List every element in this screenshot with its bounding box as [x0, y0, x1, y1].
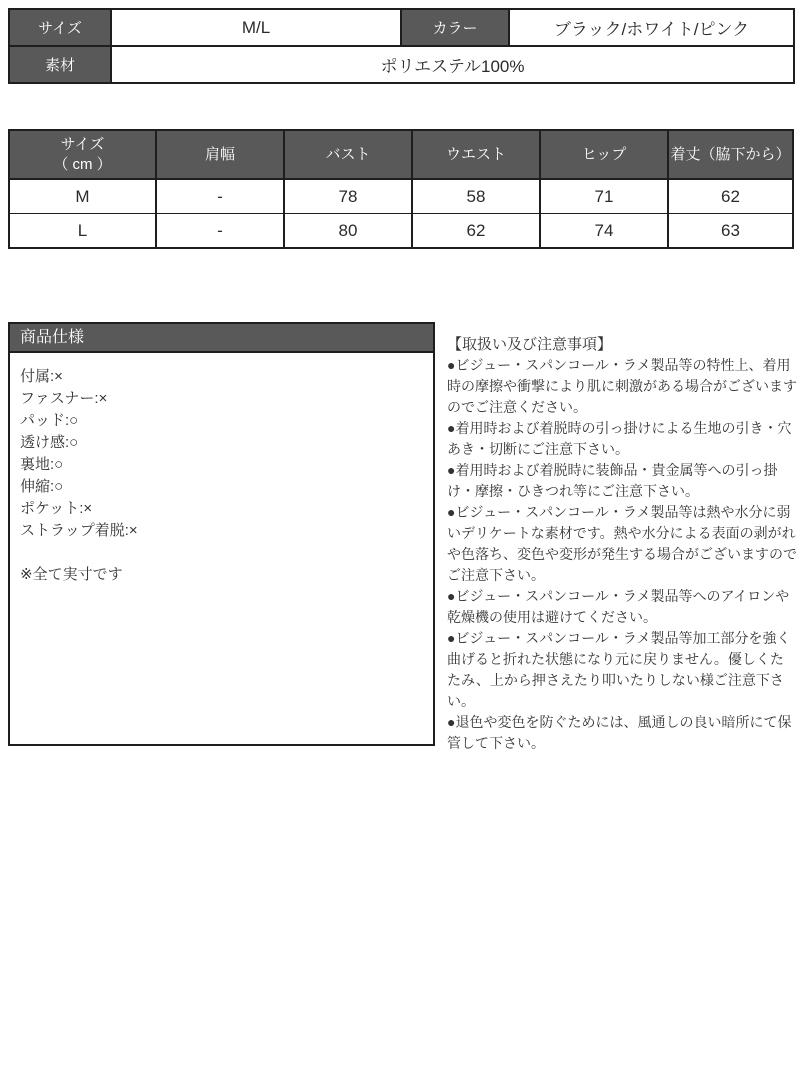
cell-waist: 58 [412, 179, 540, 214]
header-waist: ウエスト [412, 130, 540, 179]
size-value-cell: M/L [111, 9, 401, 46]
summary-table [8, 8, 795, 84]
list-item: ストラップ着脱:× [20, 522, 138, 539]
measurement-table [8, 129, 794, 249]
table-row [9, 179, 793, 214]
notice-item: ●ビジュー・スパンコール・ラメ製品等は熱や水分に弱いデリケートな素材です。熱や水分による表面の剥がれや色落ち、変色や変形が発生する場合がございますのでご注意下さい。 [447, 504, 797, 583]
cell-length: 63 [668, 214, 793, 249]
cell-length: 62 [668, 179, 793, 214]
list-item: 透け感:○ [20, 434, 79, 451]
cell-hip: 71 [540, 179, 668, 214]
spec-note: ※全て実寸です [20, 566, 123, 583]
cell-bust: 80 [284, 214, 412, 249]
header-shoulder: 肩幅 [156, 130, 284, 179]
notice-item: ●退色や変色を防ぐためには、風通しの良い暗所にて保管して下さい。 [447, 714, 792, 751]
list-item: 付属:× [20, 368, 63, 385]
notice-item: ●ビジュー・スパンコール・ラメ製品等へのアイロンや乾燥機の使用は避けてください。 [447, 588, 790, 625]
handling-notices [447, 334, 797, 754]
header-hip: ヒップ [540, 130, 668, 179]
list-item: ファスナー:× [20, 390, 108, 407]
notice-item: ●ビジュー・スパンコール・ラメ製品等加工部分を強く曲げると折れた状態になり元に戻りません。優しくたたみ、上から押さえたり叩いたりしない様ご注意下さい。 [447, 630, 791, 709]
cell-shoulder: - [156, 179, 284, 214]
list-item: 伸縮:○ [20, 478, 64, 495]
material-value-cell: ポリエステル100% [111, 46, 794, 83]
header-size-cm [9, 130, 156, 179]
cell-waist: 62 [412, 214, 540, 249]
notice-item: ●ビジュー・スパンコール・ラメ製品等の特性上、着用時の摩擦や衝撃により肌に刺激がある場合がございますのでご注意ください。 [447, 357, 797, 415]
color-value-cell: ブラック/ホワイト/ピンク [509, 9, 794, 46]
header-length: 着丈（脇下から） [668, 130, 793, 179]
cell-hip: 74 [540, 214, 668, 249]
measurement-header-row [9, 130, 793, 179]
list-item: ポケット:× [20, 500, 93, 517]
notices-title: 【取扱い及び注意事項】 [447, 336, 613, 353]
spec-box-title: 商品仕様 [10, 324, 433, 353]
cell-size: L [9, 214, 156, 249]
product-spec-box [8, 322, 435, 746]
cell-bust: 78 [284, 179, 412, 214]
material-label-cell: 素材 [9, 46, 111, 83]
summary-row-size-color [9, 9, 794, 46]
table-row [9, 214, 793, 249]
list-item: パッド:○ [20, 412, 79, 429]
cell-shoulder: - [156, 214, 284, 249]
list-item: 裏地:○ [20, 456, 64, 473]
notice-item: ●着用時および着脱時に装飾品・貴金属等への引っ掛け・摩擦・ひきつれ等にご注意下さい。 [447, 462, 778, 499]
header-size-line1: サイズ [60, 135, 105, 153]
summary-row-material [9, 46, 794, 83]
header-bust: バスト [284, 130, 412, 179]
header-size-line2: （ cm ） [53, 155, 112, 173]
spec-item-list [10, 353, 433, 586]
notice-item: ●着用時および着脱時の引っ掛けによる生地の引き・穴あき・切断にご注意下さい。 [447, 420, 792, 457]
size-label-cell: サイズ [9, 9, 111, 46]
color-label-cell: カラー [401, 9, 509, 46]
cell-size: M [9, 179, 156, 214]
